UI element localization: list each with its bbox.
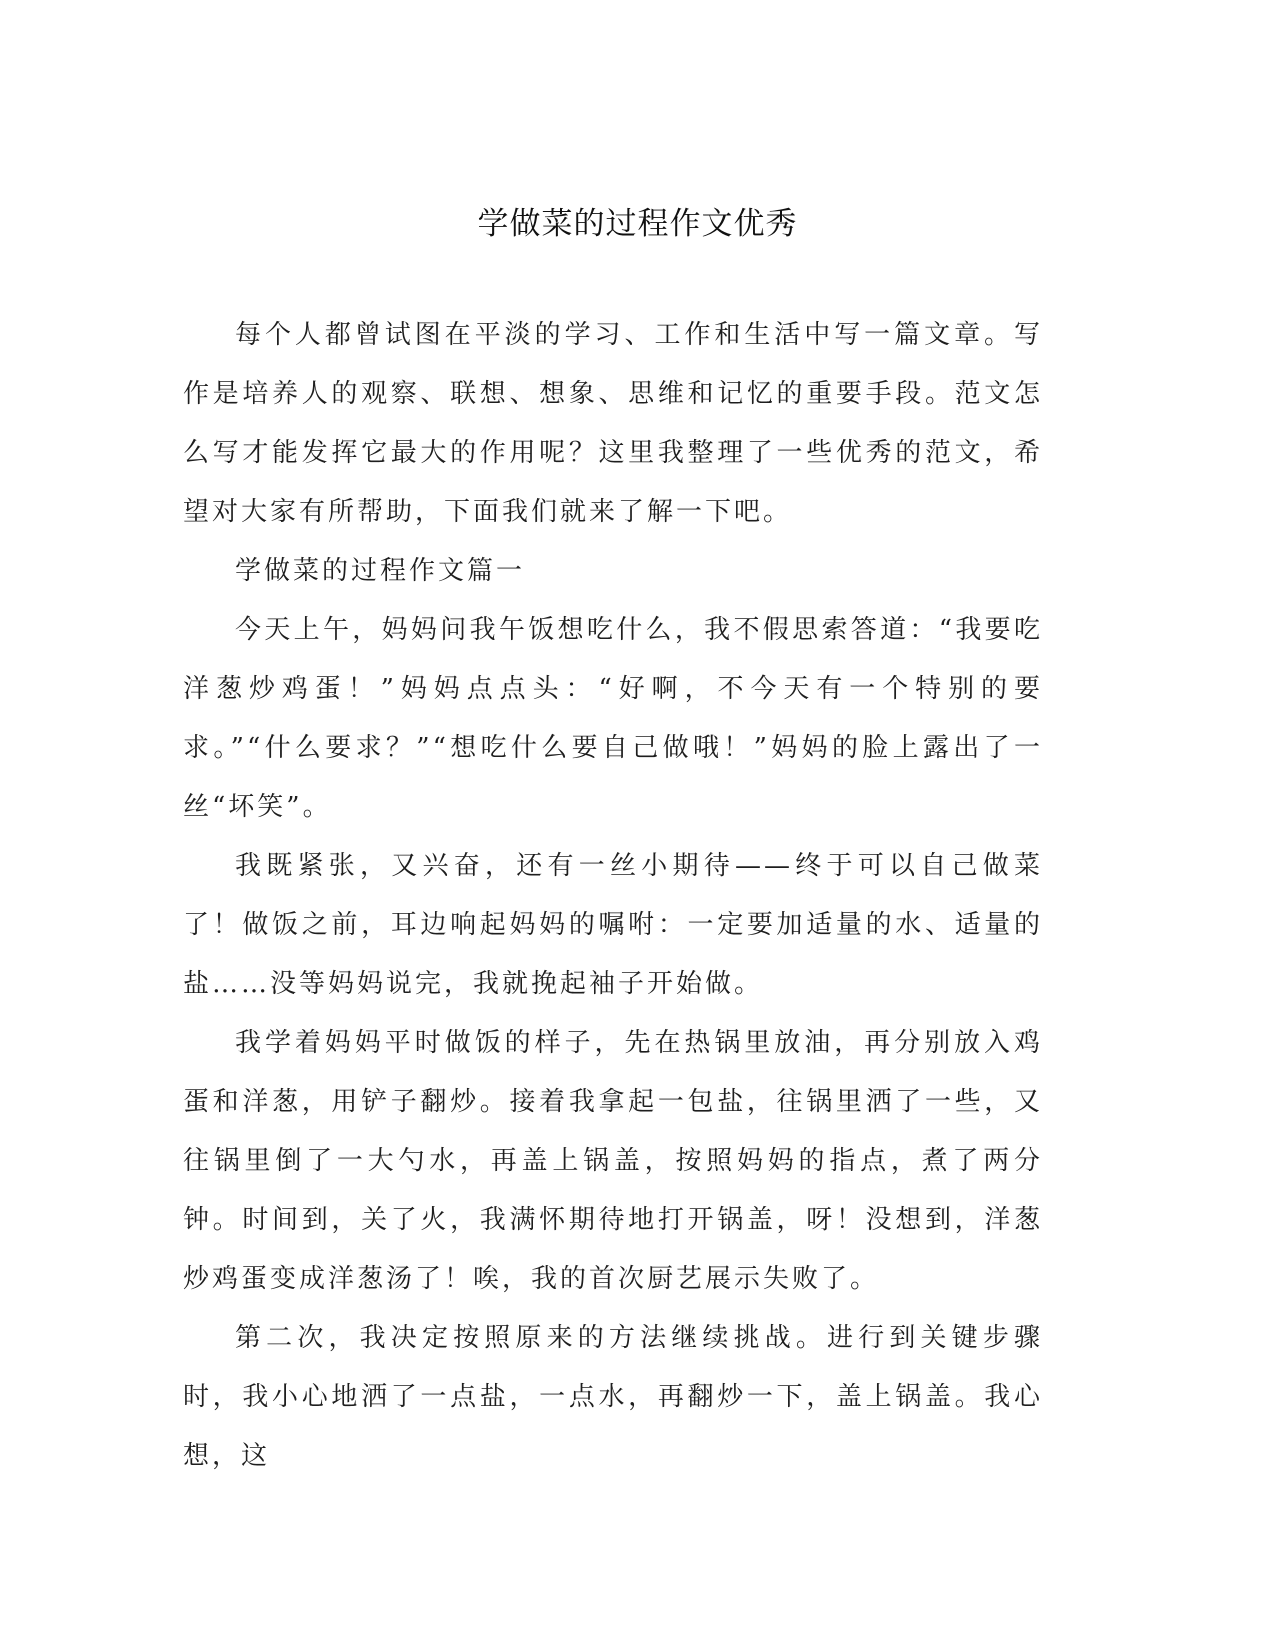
section-heading: 学做菜的过程作文篇一	[235, 556, 526, 586]
paragraph: 今天上午，妈妈问我午饭想吃什么，我不假思索答道：“我要吃洋葱炒鸡蛋！”妈妈点点头：“好啊，不今天有一个特别的要求。”“什么要求？”“想吃什么要自己做哦！”妈妈的脸上露出了一丝“坏笑”。	[183, 615, 1043, 822]
page-title: 学做菜的过程作文优秀	[477, 206, 798, 242]
paragraph: 我学着妈妈平时做饭的样子，先在热锅里放油，再分别放入鸡蛋和洋葱，用铲子翻炒。接着我拿起一包盐，往锅里洒了一些，又往锅里倒了一大勺水，再盖上锅盖，按照妈妈的指点，煮了两分钟。时间到，关了火，我满怀期待地打开锅盖，呀！没想到，洋葱炒鸡蛋变成洋葱汤了！唉，我的首次厨艺展示失败了。	[183, 1028, 1043, 1294]
paragraph: 我既紧张，又兴奋，还有一丝小期待——终于可以自己做菜了！做饭之前，耳边响起妈妈的嘱咐：一定要加适量的水、适量的盐……没等妈妈说完，我就挽起袖子开始做。	[183, 851, 1043, 999]
paragraph: 第二次，我决定按照原来的方法继续挑战。进行到关键步骤时，我小心地洒了一点盐，一点水，再翻炒一下，盖上锅盖。我心想，这	[183, 1323, 1043, 1471]
article-body	[183, 306, 1043, 1486]
intro-paragraph: 每个人都曾试图在平淡的学习、工作和生活中写一篇文章。写作是培养人的观察、联想、想象、思维和记忆的重要手段。范文怎么写才能发挥它最大的作用呢？这里我整理了一些优秀的范文，希望对大家有所帮助，下面我们就来了解一下吧。	[183, 320, 1043, 527]
